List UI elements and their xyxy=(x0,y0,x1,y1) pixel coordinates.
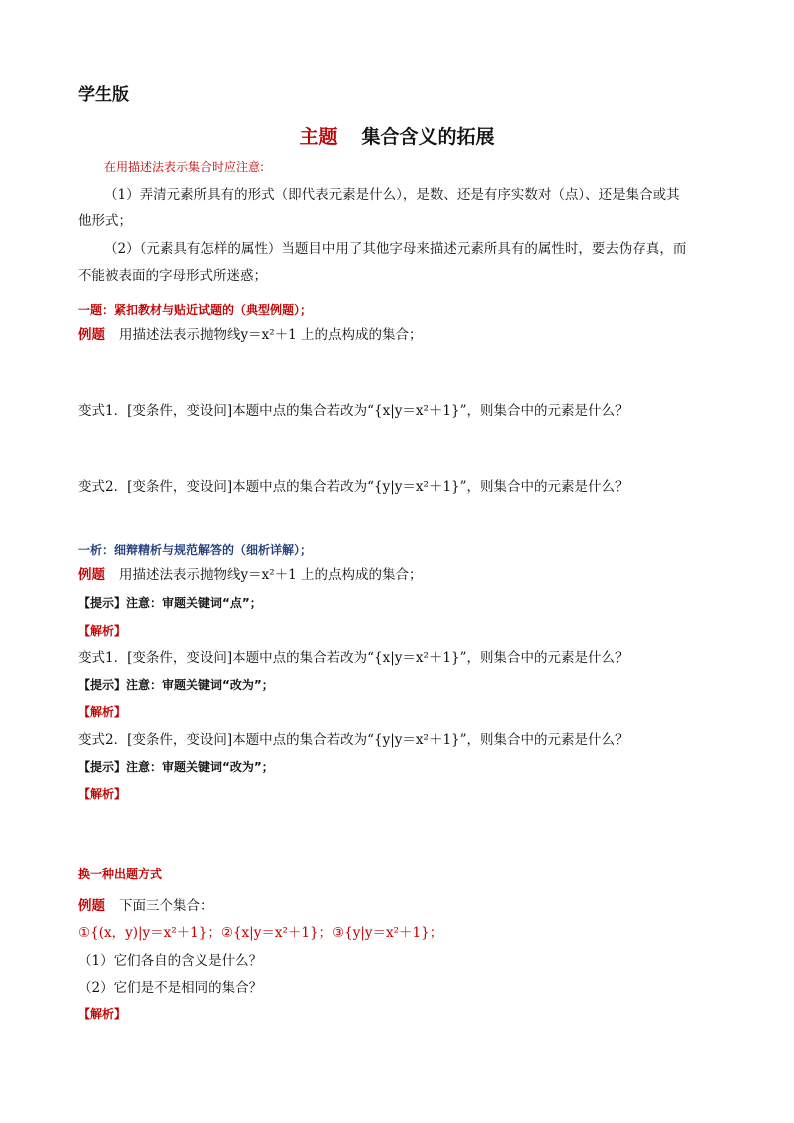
example-text: 下面三个集合： xyxy=(119,898,214,914)
section1-example xyxy=(78,326,423,344)
section1-heading: 一题：紧扣教材与贴近试题的（典型例题）； xyxy=(78,303,313,317)
section3-example xyxy=(78,897,214,915)
analysis-3: 【解析】 xyxy=(78,787,127,801)
hint-2: 【提示】注意：审题关键词“改为”； xyxy=(78,678,274,692)
analysis-final: 【解析】 xyxy=(78,1007,127,1021)
section1-variant2: 变式2．[变条件，变设问]本题中点的集合若改为“{y|y＝x²＋1}”，则集合中的元素是什么？ xyxy=(78,479,629,495)
question-1: （1）它们各自的含义是什么？ xyxy=(78,953,263,969)
note-item-1-line-2: 他形式； xyxy=(78,213,132,229)
example-label: 例题 xyxy=(78,327,105,343)
hint-1: 【提示】注意：审题关键词“点”； xyxy=(78,596,262,610)
title-text: 集合含义的拓展 xyxy=(361,126,495,148)
example-label: 例题 xyxy=(78,898,105,914)
sets-line: ①{(x，y)|y＝x²＋1}；②{x|y＝x²＋1}；③{y|y＝x²＋1}； xyxy=(78,925,444,941)
analysis-1: 【解析】 xyxy=(78,624,127,638)
example-text: 用描述法表示抛物线y＝x²＋1 上的点构成的集合； xyxy=(119,327,423,343)
section1-variant1: 变式1．[变条件，变设问]本题中点的集合若改为“{x|y＝x²＋1}”，则集合中的元素是什么？ xyxy=(78,403,629,419)
example-label: 例题 xyxy=(78,567,105,583)
note-item-2-line-2: 不能被表面的字母形式所迷惑； xyxy=(78,268,267,284)
question-2: （2）它们是不是相同的集合？ xyxy=(78,980,263,996)
section2-variant1: 变式1．[变条件，变设问]本题中点的集合若改为“{x|y＝x²＋1}”，则集合中的元素是什么？ xyxy=(78,650,629,666)
hint-3: 【提示】注意：审题关键词“改为”； xyxy=(78,760,274,774)
note-item-1-line-1: （1）弄清元素所具有的形式（即代表元素是什么），是数、还是有序实数对（点）、还是集合或其 xyxy=(104,187,680,203)
section2-heading: 一析：细辩精析与规范解答的（细析详解）； xyxy=(78,543,313,557)
section2-variant2: 变式2．[变条件，变设问]本题中点的集合若改为“{y|y＝x²＋1}”，则集合中的元素是什么？ xyxy=(78,732,629,748)
section3-heading: 换一种出题方式 xyxy=(78,867,163,881)
page-title xyxy=(0,128,794,146)
example-text: 用描述法表示抛物线y＝x²＋1 上的点构成的集合； xyxy=(119,567,423,583)
section2-example xyxy=(78,566,423,584)
analysis-2: 【解析】 xyxy=(78,705,127,719)
version-label: 学生版 xyxy=(78,85,129,105)
note-item-2-line-1: （2）（元素具有怎样的属性）当题目中用了其他字母来描述元素所具有的属性时，要去伪存真，而 xyxy=(104,241,687,257)
notes-heading: 在用描述法表示集合时应注意: xyxy=(104,160,265,174)
title-topic-label: 主题 xyxy=(299,126,338,148)
